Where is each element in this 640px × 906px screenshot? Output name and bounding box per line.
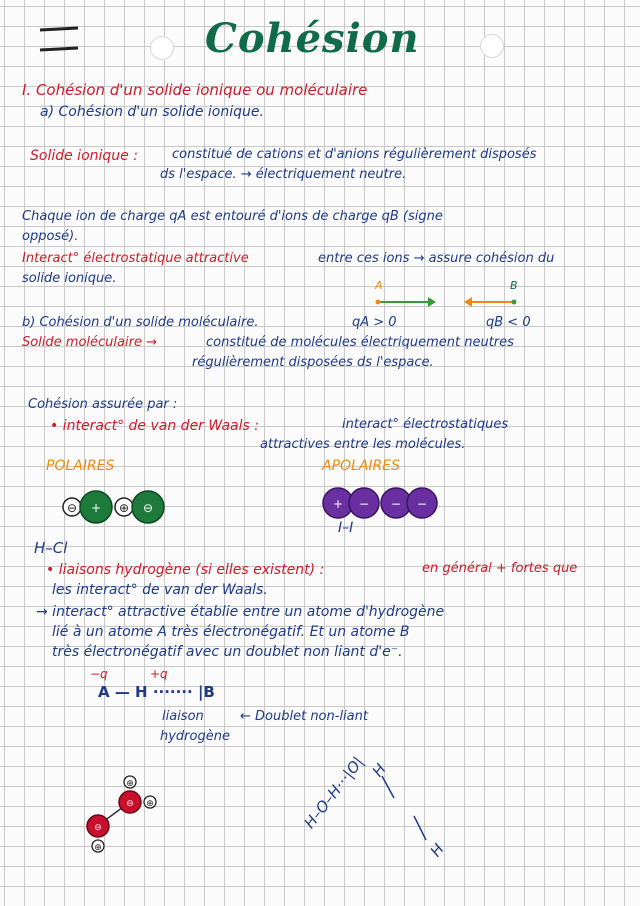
cohesion-intro: Cohésion assurée par : bbox=[28, 397, 178, 412]
electrostatic-interaction-line-2: solide ionique. bbox=[22, 271, 117, 286]
hydrogen-bond-def-1: → interact° attractive établie entre un atome d'hydrogène bbox=[36, 604, 445, 620]
water-bond-bottom bbox=[414, 816, 426, 840]
polar-label: POLAIRES bbox=[46, 458, 115, 474]
water-sign-2: ⊖ bbox=[126, 799, 134, 809]
water-sign-3: ⊕ bbox=[146, 799, 154, 809]
hydrogen-bond-formula: A — H ······· |B bbox=[98, 683, 215, 701]
hydrogen-bond-def-2: lié à un atome A très électronégatif. Et un atome B bbox=[52, 624, 410, 640]
ion-a-dot bbox=[376, 300, 381, 305]
apolar-label: APOLAIRES bbox=[322, 458, 401, 474]
water-sign-4: ⊖ bbox=[94, 823, 102, 833]
molecular-solid-term: Solide moléculaire → bbox=[22, 335, 157, 350]
qb-negative: qB < 0 bbox=[486, 315, 531, 330]
ion-charge-line-1: Chaque ion de charge qA est entouré d'ions de charge qB (signe bbox=[22, 209, 443, 224]
ion-b-dot bbox=[512, 300, 517, 305]
electrostatic-interaction-label: Interact° électrostatique attractive bbox=[22, 251, 249, 266]
hydrogene-label: hydrogène bbox=[160, 729, 230, 744]
partial-charge-minus: −q bbox=[90, 667, 108, 681]
polar-sign-2: + bbox=[90, 501, 102, 515]
van-der-waals-bullet: • interact° de van der Waals : bbox=[50, 418, 259, 434]
punch-hole-right bbox=[480, 34, 504, 58]
polar-molecule-diagram bbox=[58, 486, 168, 528]
partial-charge-plus: +q bbox=[150, 667, 168, 681]
polar-example: H–Cl bbox=[34, 539, 68, 557]
polar-sign-1: ⊖ bbox=[66, 501, 78, 515]
ionic-solid-def-2: ds l'espace. → électriquement neutre. bbox=[160, 167, 407, 182]
van-der-waals-def-1: interact° électrostatiques bbox=[342, 417, 509, 432]
ion-a-label: A bbox=[375, 279, 383, 292]
polar-sign-4: ⊖ bbox=[142, 501, 154, 515]
apolar-molecule-diagram bbox=[322, 484, 438, 522]
water-sign-1: ⊕ bbox=[126, 779, 134, 789]
apolar-sign-2: − bbox=[358, 497, 370, 511]
ion-b-label: B bbox=[510, 279, 518, 292]
polar-sign-3: ⊕ bbox=[118, 501, 130, 515]
hydrogen-bond-general: en général + fortes que bbox=[422, 561, 578, 576]
water-sign-5: ⊕ bbox=[94, 843, 102, 853]
molecular-solid-def-1: constitué de molécules électriquement neutres bbox=[206, 335, 514, 350]
punch-hole-left bbox=[150, 36, 174, 60]
electrostatic-interaction-rest: entre ces ions → assure cohésion du bbox=[318, 251, 555, 266]
subsection-b-heading: b) Cohésion d'un solide moléculaire. bbox=[22, 315, 259, 330]
water-structural-formula: H–O–H···|O| bbox=[300, 753, 368, 832]
liaison-label: liaison bbox=[162, 709, 204, 724]
subsection-a-heading: a) Cohésion d'un solide ionique. bbox=[40, 104, 264, 120]
molecular-solid-def-2: régulièrement disposées ds l'espace. bbox=[192, 355, 434, 370]
van-der-waals-def-2: attractives entre les molécules. bbox=[260, 437, 466, 452]
apolar-sign-4: − bbox=[416, 497, 428, 511]
margin-mark-top bbox=[40, 28, 78, 30]
arrow-b-head bbox=[464, 297, 472, 307]
page-title: Cohésion bbox=[205, 15, 420, 62]
apolar-sign-1: + bbox=[332, 497, 344, 511]
apolar-example: I–I bbox=[338, 520, 354, 536]
water-molecule-diagram bbox=[78, 772, 168, 852]
apolar-sign-3: − bbox=[390, 497, 402, 511]
hydrogen-bond-def-3: très électronégatif avec un doublet non liant d'e⁻. bbox=[52, 644, 403, 660]
water-bottom-h: H bbox=[426, 840, 448, 861]
water-formula-bonds bbox=[360, 760, 450, 860]
hydrogen-bond-line-2: les interact° de van der Waals. bbox=[52, 582, 268, 598]
arrow-a-head bbox=[428, 297, 436, 307]
hydrogen-bond-bullet: • liaisons hydrogène (si elles existent) : bbox=[46, 562, 325, 578]
margin-mark-bottom bbox=[40, 48, 78, 50]
ion-charge-line-2: opposé). bbox=[22, 229, 79, 244]
section-1-heading: I. Cohésion d'un solide ionique ou moléculaire bbox=[22, 81, 368, 99]
qa-positive: qA > 0 bbox=[352, 315, 397, 330]
water-top-h: H bbox=[368, 760, 390, 781]
water-bond-top bbox=[382, 776, 394, 798]
ionic-solid-def-1: constitué de cations et d'anions régulièrement disposés bbox=[172, 147, 537, 162]
doublet-label: ← Doublet non-liant bbox=[240, 709, 368, 724]
ionic-solid-term: Solide ionique : bbox=[30, 148, 138, 164]
